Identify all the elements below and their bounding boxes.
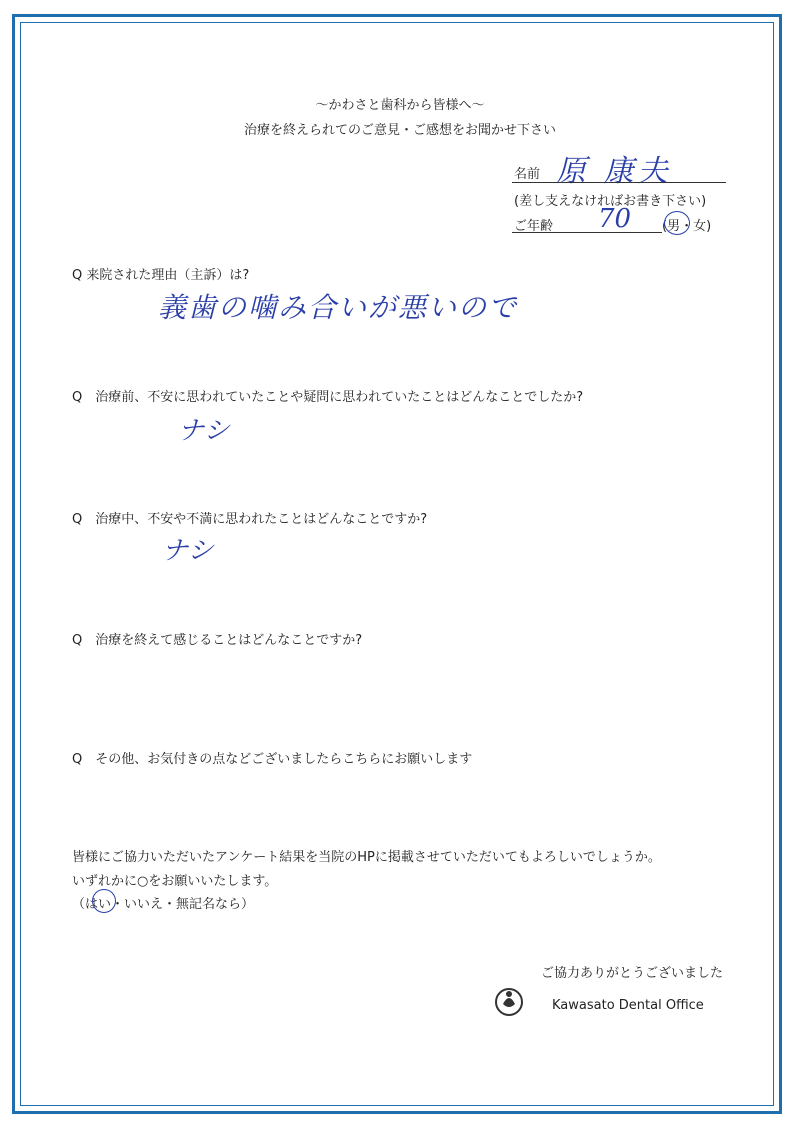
dental-logo-icon	[492, 984, 526, 1018]
question-2: Q 治療前、不安に思われていたことや疑問に思われていたことはどんなことでしたか?	[72, 390, 584, 405]
header-title: 治療を終えられてのご意見・ご感想をお聞かせ下さい	[243, 123, 556, 138]
consent-circle-mark	[92, 889, 116, 913]
question-4: Q 治療を終えて感じることはどんなことですか?	[72, 633, 363, 648]
age-value: 70	[598, 204, 632, 234]
question-3: Q 治療中、不安や不満に思われたことはどんなことですか?	[72, 512, 428, 527]
gender-circle-mark	[664, 211, 690, 235]
age-label: ご年齢	[514, 219, 554, 234]
question-5: Q その他、お気付きの点などございましたらこちらにお願いします	[72, 752, 473, 767]
question-1: Q 来院された理由（主訴）は?	[72, 268, 250, 283]
consent-options: （はい・いいえ・無記名なら）	[72, 897, 255, 912]
name-note: (差し支えなければお書き下さい)	[514, 194, 707, 209]
answer-3: ナシ	[162, 536, 214, 566]
name-underline	[512, 182, 726, 183]
consent-question: 皆様にご協力いただいたアンケート結果を当院のHPに掲載させていただいてもよろしいでしょうか。	[72, 850, 661, 865]
consent-instruction: いずれかに○をお願いいたします。	[72, 874, 278, 889]
name-label: 名前	[514, 167, 541, 182]
answer-1: 義歯の噛み合いが悪いので	[158, 291, 519, 324]
name-value: 原 康夫	[556, 154, 672, 189]
thanks-text: ご協力ありがとうございました	[541, 966, 724, 981]
office-name: Kawasato Dental Office	[552, 998, 704, 1013]
age-underline	[512, 232, 662, 233]
gender-options: (男・女)	[662, 219, 712, 234]
answer-2: ナシ	[178, 416, 230, 446]
header-greeting: 〜かわさと歯科から皆様へ〜	[315, 98, 485, 113]
